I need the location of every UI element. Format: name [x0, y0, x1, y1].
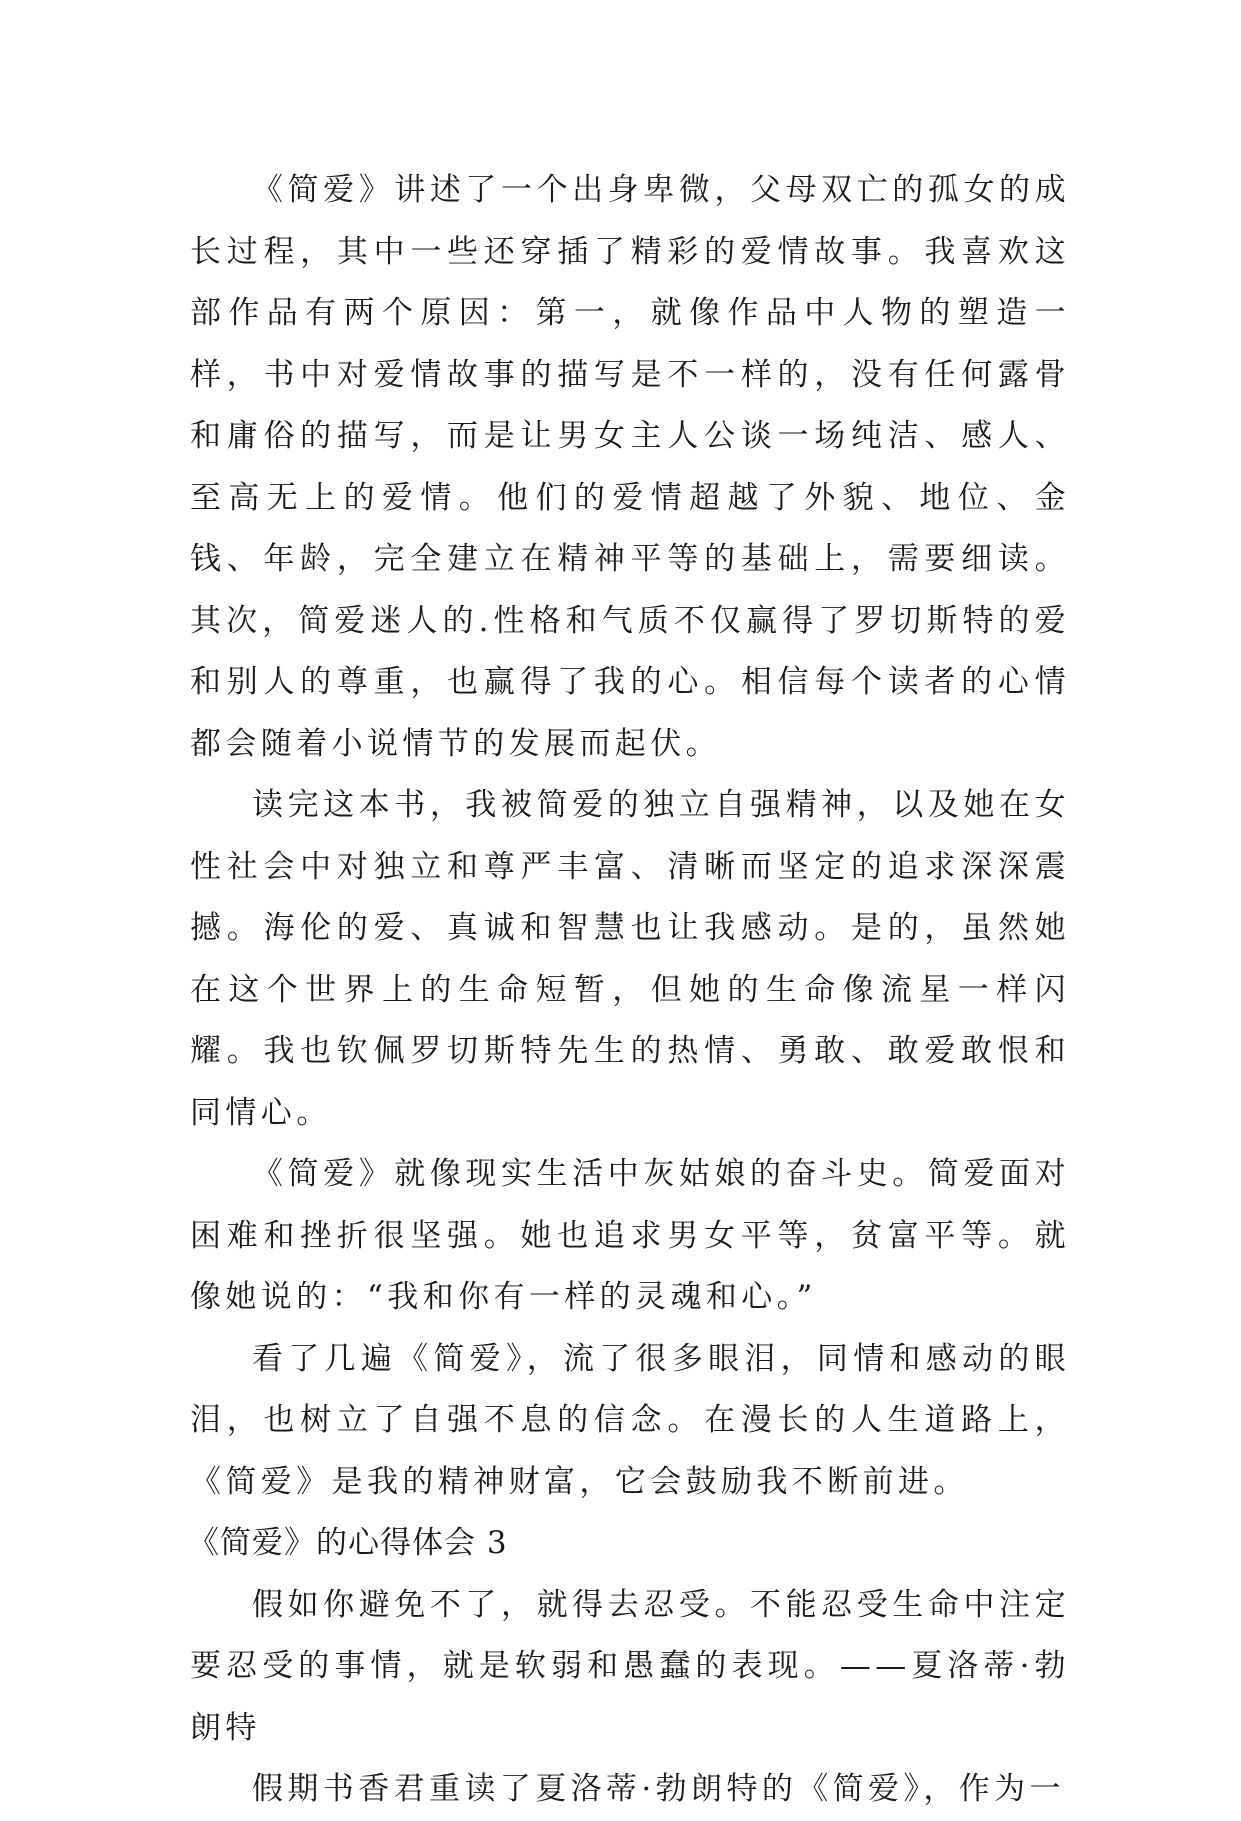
- paragraph-2: 读完这本书，我被简爱的独立自强精神，以及她在女性社会中对独立和尊严丰富、清晰而坚定的追求深深震撼。海伦的爱、真诚和智慧也让我感动。是的，虽然她在这个世界上的生命短暂，但她的生命像流星一样闪耀。我也钦佩罗切斯特先生的热情、勇敢、敢爱敢恨和同情心。: [190, 787, 1070, 1131]
- paragraph-4: 看了几遍《简爱》，流了很多眼泪，同情和感动的眼泪，也树立了自强不息的信念。在漫长的人生道路上，《简爱》是我的精神财富，它会鼓励我不断前进。: [190, 1340, 1070, 1500]
- paragraph-6: 假期书香君重读了夏洛蒂·勃朗特的《简爱》，作为一: [252, 1771, 1065, 1807]
- paragraph-1: 《简爱》讲述了一个出身卑微，父母双亡的孤女的成长过程，其中一些还穿插了精彩的爱情故事。我喜欢这部作品有两个原因：第一，就像作品中人物的塑造一样，书中对爱情故事的描写是不一样的，没有任何露骨和庸俗的描写，而是让男女主人公谈一场纯洁、感人、至高无上的爱情。他们的爱情超越了外貌、地位、金钱、年龄，完全建立在精神平等的基础上，需要细读。其次，简爱迷人的.性格和气质不仅赢得了罗切斯特的爱和别人的尊重，也赢得了我的心。相信每个读者的心情都会随着小说情节的发展而起伏。: [190, 172, 1070, 762]
- document-body: [190, 160, 1070, 1821]
- section-heading: 《简爱》的心得体会 3: [188, 1525, 508, 1561]
- paragraph-3: 《简爱》就像现实生活中灰姑娘的奋斗史。简爱面对困难和挫折很坚强。她也追求男女平等，贫富平等。就像她说的：“我和你有一样的灵魂和心。”: [190, 1156, 1070, 1315]
- paragraph-5: 假如你避免不了，就得去忍受。不能忍受生命中注定要忍受的事情，就是软弱和愚蠢的表现。——夏洛蒂·勃朗特: [190, 1586, 1070, 1746]
